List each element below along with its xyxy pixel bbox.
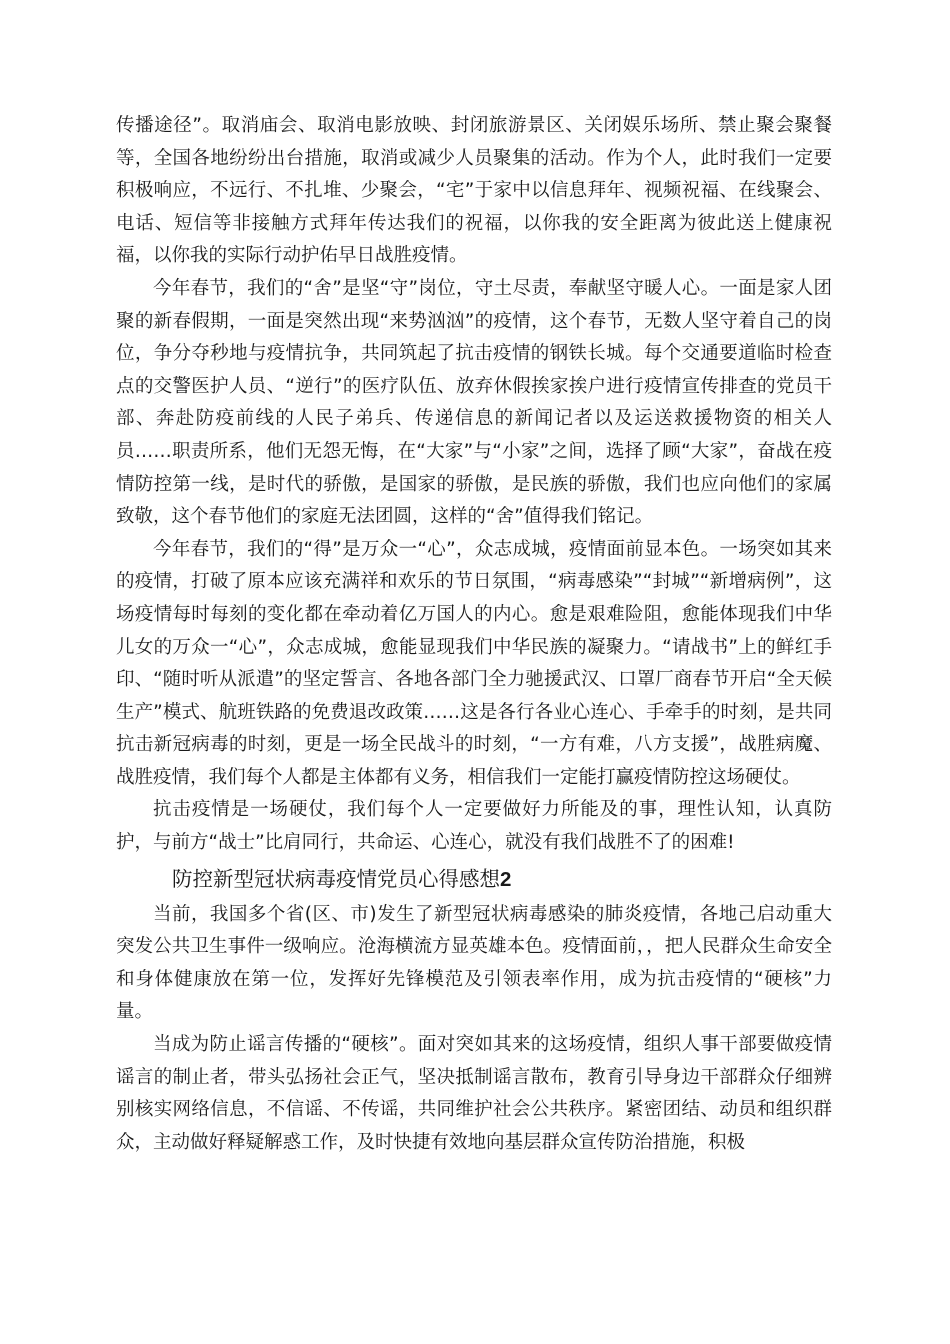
section-heading-text: 防控新型冠状病毒疫情党员心得感想 xyxy=(172,866,500,891)
paragraph-6: 当成为防止谣言传播的“硬核”。面对突如其来的这场疫情，组织人事干部要做疫情谣言的制止者，带头弘扬社会正气，坚决抵制谣言散布，教育引导身边干部群众仔细辨别核实网络信息，不信谣、不传谣，共同维护社会公共秩序。紧密团结、动员和组织群众，主动做好释疑解惑工作，及时快捷有效地向基层群众宣传防治措施，积极 xyxy=(116,1034,832,1153)
document-page xyxy=(116,110,832,1159)
paragraph-2: 今年春节，我们的“舍”是坚“守”岗位，守土尽责，奉献坚守暖人心。一面是家人团聚的新春假期，一面是突然出现“来势汹汹”的疫情，这个春节，无数人坚守着自己的岗位，争分夺秒地与疫情抗争，共同筑起了抗击疫情的钢铁长城。每个交通要道临时检查点的交警医护人员、“逆行”的医疗队伍、放弃休假挨家挨户进行疫情宣传排查的党员干部、奔赴防疫前线的人民子弟兵、传递信息的新闻记者以及运送救援物资的相关人员……职责所系，他们无怨无悔，在“大家”与“小家”之间，选择了顾“大家”，奋战在疫情防控第一线，是时代的骄傲，是国家的骄傲，是民族的骄傲，我们也应向他们的家属致敬，这个春节他们的家庭无法团圆，这样的“舍”值得我们铭记。 xyxy=(116,277,832,528)
paragraph-5: 当前，我国多个省(区、市)发生了新型冠状病毒感染的肺炎疫情，各地己启动重大突发公共卫生事件一级响应。沧海横流方显英雄本色。疫情面前，，把人民群众生命安全和身体健康放在第一位，发挥好先锋模范及引领表率作用，成为抗击疫情的“硬核”力量。 xyxy=(116,903,832,1023)
paragraph-1: 传播途径”。取消庙会、取消电影放映、封闭旅游景区、关闭娱乐场所、禁止聚会聚餐等，全国各地纷纷出台措施，取消或减少人员聚集的活动。作为个人，此时我们一定要积极响应，不远行、不扎堆、少聚会，“宅”于家中以信息拜年、视频祝福、在线聚会、电话、短信等非接触方式拜年传达我们的祝福，以你我的安全距离为彼此送上健康祝福，以你我的实际行动护佑早日战胜疫情。 xyxy=(116,115,832,267)
section-heading xyxy=(116,860,832,899)
paragraph-3: 今年春节，我们的“得”是万众一“心”，众志成城，疫情面前显本色。一场突如其来的疫情，打破了原本应该充满祥和欢乐的节日氛围，“病毒感染”“封城”“新增病例”，这场疫情每时每刻的变化都在牵动着亿万国人的内心。愈是艰难险阻，愈能体现我们中华儿女的万众一“心”，众志成城，愈能显现我们中华民族的凝聚力。“请战书”上的鲜红手印、“随时听从派遣”的坚定誓言、各地各部门全力驰援武汉、口罩厂商春节开启“全天候生产”模式、航班铁路的免费退改政策……这是各行各业心连心、手牵手的时刻，是共同抗击新冠病毒的时刻，更是一场全民战斗的时刻，“一方有难，八方支援”，战胜病魔、战胜疫情，我们每个人都是主体都有义务，相信我们一定能打赢疫情防控这场硬仗。 xyxy=(116,538,832,788)
section-heading-number: 2 xyxy=(500,867,512,891)
paragraph-4: 抗击疫情是一场硬仗，我们每个人一定要做好力所能及的事，理性认知，认真防护，与前方“战士”比肩同行，共命运、心连心，就没有我们战胜不了的困难! xyxy=(116,799,832,854)
